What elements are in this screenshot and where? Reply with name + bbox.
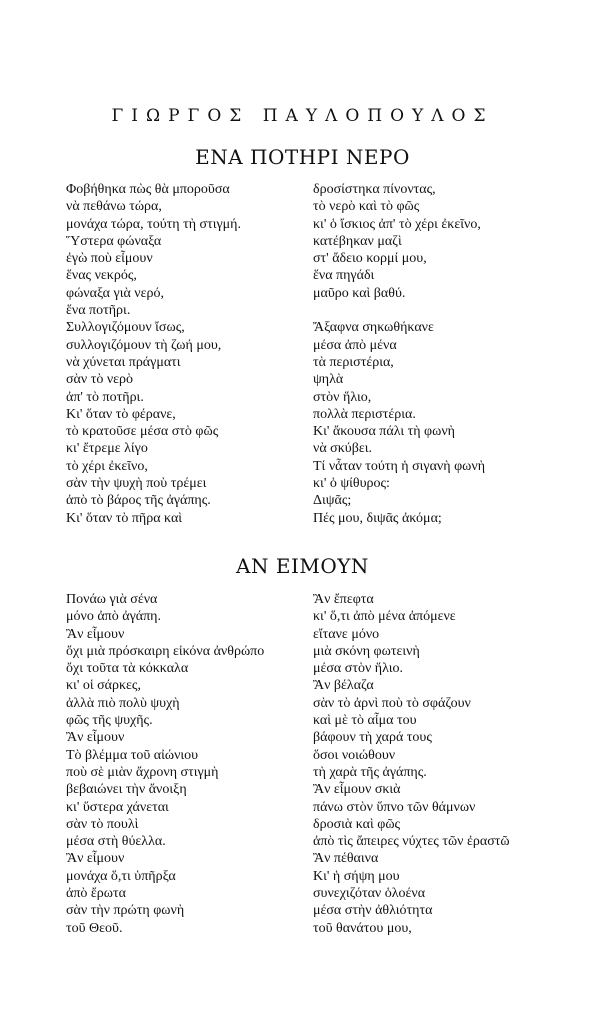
poem-2-left-column: [66, 591, 264, 937]
verse-line: ἐγὼ ποὺ εἶμουν: [66, 251, 153, 267]
verse-line: ὅσοι νοιώθουν: [313, 747, 396, 763]
verse-line: Ἂν εἶμουν: [66, 626, 125, 642]
verse-line: μέσα στὴ θύελλα.: [66, 834, 166, 850]
verse-line: πολλὰ περιστέρια.: [313, 406, 416, 422]
verse-line: στὸν ἥλιο,: [313, 389, 372, 405]
verse-line: μόνο ἀπὸ ἀγάπη.: [66, 609, 161, 625]
verse-line: εἴτανε μόνο: [313, 626, 380, 642]
verse-line: τὸ χέρι ἐκεῖνο,: [66, 458, 148, 474]
verse-line: καὶ μὲ τὸ αἷμα του: [313, 713, 417, 729]
verse-line: συνεχιζόταν ὁλοένα: [313, 886, 426, 902]
verse-line: Ἄξαφνα σηκωθήκανε: [313, 320, 434, 336]
verse-line: νὰ σκύβει.: [313, 441, 372, 457]
verse-line: σὰν τὸ ἀρνὶ ποὺ τὸ σφάζουν: [313, 695, 471, 711]
verse-line: Τὸ βλέμμα τοῦ αἰώνιου: [66, 747, 199, 763]
verse-line: τοῦ Θεοῦ.: [66, 920, 123, 936]
verse-line: κι' ὁ ψίθυρος:: [313, 476, 390, 492]
verse-line: κατέβηκαν μαζὶ: [313, 233, 402, 249]
verse-line: κι' ὕστερα χάνεται: [66, 799, 169, 815]
verse-line: βεβαιώνει τὴν ἄνοιξη: [66, 782, 187, 798]
verse-line: ὄχι τοῦτα τὰ κόκκαλα: [66, 661, 189, 677]
verse-line: ἕνα ποτῆρι.: [66, 303, 131, 319]
verse-line: τὴ χαρὰ τῆς ἀγάπης.: [313, 764, 427, 780]
verse-line: κι' οἱ σάρκες,: [66, 678, 141, 694]
verse-line: ἀπὸ τὶς ἄπειρες νύχτες τῶν ἐραστῶ: [313, 834, 510, 850]
poem-2-right-column: [313, 591, 510, 937]
verse-line: μέσα στὸν ἥλιο.: [313, 661, 403, 677]
verse-line: Διψᾶς;: [313, 493, 352, 509]
verse-line: νὰ πεθάνω τώρα,: [66, 199, 162, 215]
verse-line: συλλογιζόμουν τὴ ζωή μου,: [66, 337, 222, 353]
verse-line: φώναξα γιὰ νερό,: [66, 285, 164, 301]
poem-title-2: ΑΝ ΕΙΜΟΥΝ: [236, 554, 369, 578]
verse-line: σὰν τὴν ψυχὴ ποὺ τρέμει: [66, 476, 207, 492]
verse-line: ἀλλὰ πιὸ πολὺ ψυχὴ: [66, 695, 180, 711]
verse-line: μέσα ἀπὸ μένα: [313, 337, 397, 353]
verse-line: μονάχα τώρα, τούτη τὴ στιγμή.: [66, 216, 241, 232]
verse-line: Τί νἆταν τούτη ἡ σιγανὴ φωνὴ: [313, 458, 486, 474]
verse-line: Ἂν εἶμουν σκιὰ: [313, 782, 401, 798]
verse-line: Κι' ἡ σήψη μου: [313, 868, 400, 884]
verse-line: Ἂν ἔπεφτα: [313, 592, 374, 607]
verse-line: τὸ κρατοῦσε μέσα στὸ φῶς: [66, 424, 219, 440]
poem-1-right-column: [313, 181, 485, 527]
verse-line: ἀπὸ ἔρωτα: [66, 886, 126, 902]
verse-line: βάφουν τὴ χαρά τους: [313, 730, 432, 746]
verse-line: ποὺ σὲ μιὰν ἄχρονη στιγμὴ: [66, 764, 219, 780]
verse-line: ἀπ' τὸ ποτῆρι.: [66, 389, 144, 405]
stanza-break: [313, 302, 485, 319]
verse-line: Ὕστερα φώναξα: [66, 233, 162, 249]
verse-line: Συλλογιζόμουν ἴσως,: [66, 320, 185, 336]
verse-line: ψηλὰ: [313, 372, 344, 388]
poem-title-1: ΕΝΑ ΠΟΤΗΡΙ ΝΕΡΟ: [195, 145, 410, 169]
verse-line: τὸ νερὸ καὶ τὸ φῶς: [313, 199, 420, 215]
verse-line: κι' ὅ,τι ἀπὸ μένα ἀπόμενε: [313, 609, 456, 625]
verse-line: δροσιὰ καὶ φῶς: [313, 816, 401, 832]
verse-line: πάνω στὸν ὕπνο τῶν θάμνων: [313, 799, 476, 815]
verse-line: ἕνα πηγάδι: [313, 268, 375, 284]
verse-line: Ἂν εἶμουν: [66, 730, 125, 746]
verse-line: σὰν τὸ νερὸ: [66, 372, 134, 388]
verse-line: Κι' ὅταν τὸ πῆρα καὶ: [66, 510, 183, 526]
verse-line: σὰν τὴν πρώτη φωνὴ: [66, 903, 185, 919]
verse-line: Ἂν πέθαινα: [313, 851, 379, 867]
verse-line: φῶς τῆς ψυχῆς.: [66, 713, 153, 729]
verse-line: ἕνας νεκρός,: [66, 268, 137, 284]
verse-line: Κι' ἄκουσα πάλι τὴ φωνὴ: [313, 424, 455, 440]
verse-line: ὄχι μιὰ πρόσκαιρη εἰκόνα ἀνθρώπο: [66, 643, 265, 659]
verse-line: Ἂν εἶμουν: [66, 851, 125, 867]
verse-line: Πονάω γιὰ σένα: [66, 592, 158, 607]
verse-line: μέσα στὴν ἀθλιότητα: [313, 903, 433, 919]
verse-line: μιὰ σκόνη φωτεινὴ: [313, 643, 420, 659]
verse-line: Ἂν βέλαζα: [313, 678, 374, 694]
verse-line: κι' ὁ ἴσκιος ἀπ' τὸ χέρι ἐκεῖνο,: [313, 216, 481, 232]
verse-line: Πές μου, διψᾶς ἀκόμα;: [313, 510, 442, 526]
verse-line: κι' ἔτρεμε λίγο: [66, 441, 148, 457]
verse-line: τὰ περιστέρια,: [313, 354, 394, 370]
verse-line: δροσίστηκα πίνοντας,: [313, 182, 436, 197]
verse-line: Κι' ὅταν τὸ φέρανε,: [66, 406, 176, 422]
verse-line: ἀπὸ τὸ βάρος τῆς ἀγάπης.: [66, 493, 211, 509]
poem-1-left-column: [66, 181, 241, 527]
verse-line: τοῦ θανάτου μου,: [313, 920, 412, 936]
verse-line: μαῦρο καὶ βαθύ.: [313, 285, 406, 301]
verse-line: Φοβήθηκα πὼς θὰ μποροῦσα: [66, 182, 230, 197]
verse-line: μονάχα ὅ,τι ὑπῆρξα: [66, 868, 176, 884]
verse-line: νὰ χύνεται πράγματι: [66, 354, 181, 370]
author-name: ΓΙΩΡΓΟΣ ΠΑΥΛΟΠΟΥΛΟΣ: [111, 106, 494, 126]
verse-line: σὰν τὸ πουλὶ: [66, 816, 139, 832]
verse-line: στ' ἄδειο κορμί μου,: [313, 251, 427, 267]
